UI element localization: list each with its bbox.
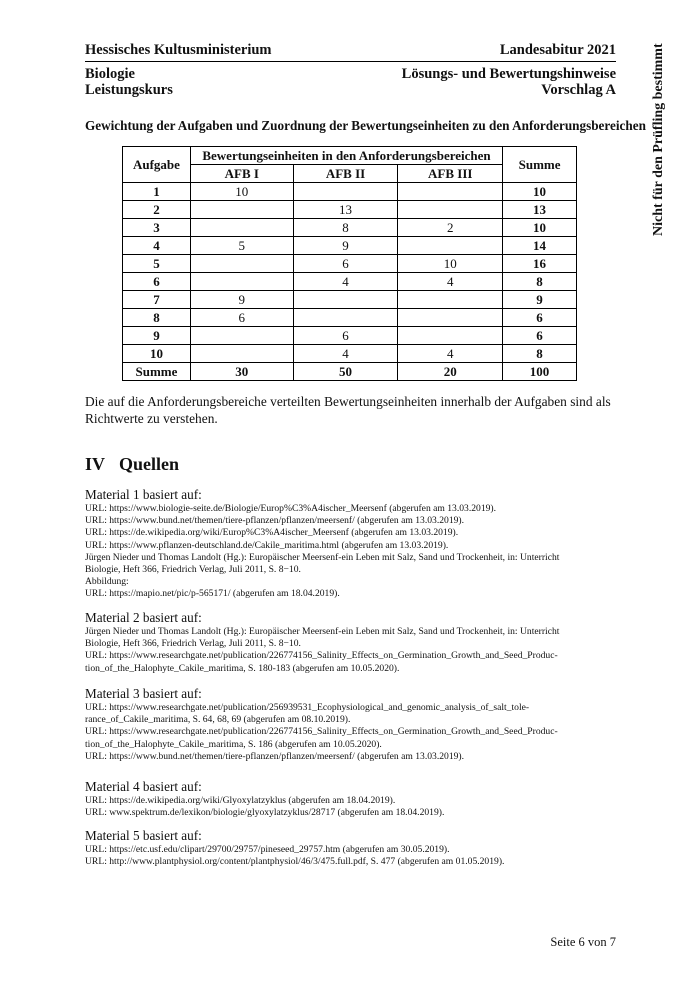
material-heading: Material 3 basiert auf: <box>85 686 202 701</box>
source-line: URL: https://mapio.net/pic/p-565171/ (abgerufen am 18.04.2019). <box>85 588 340 600</box>
cell-afb2: 6 <box>293 255 398 273</box>
material-source-block <box>85 487 616 601</box>
source-line: Biologie, Heft 366, Friedrich Verlag, Juli 2011, S. 8−10. <box>85 564 301 576</box>
cell-afb1 <box>190 327 293 345</box>
source-line: tion_of_the_Halophyte_Cakile_maritima, S. 180-183 (abgerufen am 10.05.2020). <box>85 662 400 674</box>
cell-afb3 <box>398 201 503 219</box>
cell-afb1 <box>190 219 293 237</box>
cell-afb1 <box>190 201 293 219</box>
header-rule <box>85 61 616 62</box>
source-line: URL: https://www.bund.net/themen/tiere-pflanzen/pflanzen/meersenf/ (abgerufen am 13.03.2019). <box>85 750 465 762</box>
table-row <box>123 201 577 219</box>
table-total-row <box>123 363 577 381</box>
cell-afb2: 9 <box>293 237 398 255</box>
total-afb2: 50 <box>293 363 398 381</box>
header-top-row <box>85 42 616 60</box>
cell-afb3: 4 <box>398 273 503 291</box>
cell-summe: 13 <box>503 201 577 219</box>
section-heading <box>85 454 179 475</box>
source-line: URL: https://de.wikipedia.org/wiki/Europ%C3%A4ischer_Meersenf (abgerufen am 13.03.2019). <box>85 527 459 539</box>
cell-summe: 8 <box>503 273 577 291</box>
table-row <box>123 291 577 309</box>
source-line: tion_of_the_Halophyte_Cakile_maritima, S. 186 (abgerufen am 10.05.2020). <box>85 738 382 750</box>
cell-afb3: 10 <box>398 255 503 273</box>
cell-afb2: 4 <box>293 345 398 363</box>
table-row <box>123 183 577 201</box>
source-line: URL: https://www.biologie-seite.de/Biologie/Europ%C3%A4ischer_Meersenf (abgerufen am 13.03.2019). <box>85 503 497 514</box>
cell-summe: 6 <box>503 309 577 327</box>
cell-afb1: 10 <box>190 183 293 201</box>
material-heading: Material 5 basiert auf: <box>85 828 202 843</box>
source-line: Jürgen Nieder und Thomas Landolt (Hg.): Europäischer Meersenf-ein Leben mit Salz, Sand und Trockenheit, in: Unterricht <box>85 551 560 563</box>
table-body <box>123 183 577 363</box>
cell-aufgabe: 4 <box>123 237 191 255</box>
cell-afb2: 4 <box>293 273 398 291</box>
cell-afb2 <box>293 183 398 201</box>
section-number: IV <box>85 454 106 474</box>
source-line: Biologie, Heft 366, Friedrich Verlag, Juli 2011, S. 8−10. <box>85 638 301 650</box>
cell-afb3: 2 <box>398 219 503 237</box>
total-afb3: 20 <box>398 363 503 381</box>
cell-aufgabe: 5 <box>123 255 191 273</box>
cell-summe: 10 <box>503 219 577 237</box>
page-number: Seite 6 von 7 <box>550 935 616 949</box>
total-summe: 100 <box>503 363 577 381</box>
table-row <box>123 345 577 363</box>
material-heading: Material 2 basiert auf: <box>85 610 202 625</box>
table-row <box>123 309 577 327</box>
material-source-block <box>85 610 616 675</box>
cell-aufgabe: 1 <box>123 183 191 201</box>
col-header-aufgabe: Aufgabe <box>123 147 191 183</box>
material-heading: Material 1 basiert auf: <box>85 487 202 502</box>
source-line: rance_of_Cakile_maritima, S. 64, 68, 69 (abgerufen am 08.10.2019). <box>85 714 351 726</box>
col-header-group: Bewertungseinheiten in den Anforderungsbereichen <box>190 147 502 165</box>
table-row <box>123 273 577 291</box>
cell-aufgabe: 7 <box>123 291 191 309</box>
source-line: URL: http://www.plantphysiol.org/content/plantphysiol/46/3/475.full.pdf, S. 477 (abgerufen am 01.05.2019). <box>85 856 505 868</box>
table-row <box>123 237 577 255</box>
cell-afb1 <box>190 273 293 291</box>
section-title: Quellen <box>119 454 180 474</box>
source-line: URL: https://www.bund.net/themen/tiere-pflanzen/pflanzen/meersenf/ (abgerufen am 13.03.2019). <box>85 515 465 527</box>
source-line: URL: https://www.researchgate.net/publication/226774156_Salinity_Effects_on_Germination_Growth_and_Seed_Produc- <box>85 650 558 662</box>
source-line: URL: www.spektrum.de/lexikon/biologie/glyoxylatzyklus/28717 (abgerufen am 18.04.2019). <box>85 807 445 819</box>
cell-afb2: 6 <box>293 327 398 345</box>
cell-aufgabe: 3 <box>123 219 191 237</box>
cell-afb1: 6 <box>190 309 293 327</box>
cell-aufgabe: 6 <box>123 273 191 291</box>
source-line: Abbildung: <box>85 576 129 588</box>
material-heading: Material 4 basiert auf: <box>85 779 202 794</box>
cell-summe: 9 <box>503 291 577 309</box>
weighting-note: Die auf die Anforderungsbereiche verteilten Bewertungseinheiten innerhalb der Aufgaben sind als Richtwerte zu verstehen. <box>85 394 611 426</box>
total-afb1: 30 <box>190 363 293 381</box>
document-type: Lösungs- und Bewertungshinweise <box>401 66 616 82</box>
col-header-afb2: AFB II <box>293 165 398 183</box>
cell-afb3: 4 <box>398 345 503 363</box>
col-header-afb1: AFB I <box>190 165 293 183</box>
cell-afb2 <box>293 309 398 327</box>
cell-aufgabe: 9 <box>123 327 191 345</box>
col-header-afb3: AFB III <box>398 165 503 183</box>
weighting-title: Gewichtung der Aufgaben und Zuordnung der Bewertungseinheiten zu den Anforderungsbereichen <box>85 118 646 133</box>
cell-afb1: 5 <box>190 237 293 255</box>
cell-summe: 14 <box>503 237 577 255</box>
cell-afb1 <box>190 255 293 273</box>
subject: Biologie <box>85 66 135 82</box>
cell-afb3 <box>398 237 503 255</box>
source-line: URL: https://www.researchgate.net/publication/256939531_Ecophysiological_and_genomic_analysis_of_salt_tole- <box>85 702 530 713</box>
table-row <box>123 327 577 345</box>
side-note: Nicht für den Prüfling bestimmt <box>651 43 666 237</box>
material-source-block <box>85 828 616 868</box>
source-line: URL: https://www.researchgate.net/publication/226774156_Salinity_Effects_on_Germination_Growth_and_Seed_Produc- <box>85 726 558 738</box>
total-label: Summe <box>123 363 191 381</box>
cell-afb1: 9 <box>190 291 293 309</box>
table-row <box>123 255 577 273</box>
cell-aufgabe: 10 <box>123 345 191 363</box>
cell-afb2 <box>293 291 398 309</box>
cell-afb3 <box>398 183 503 201</box>
table-row <box>123 219 577 237</box>
cell-summe: 8 <box>503 345 577 363</box>
col-header-summe: Summe <box>503 147 577 183</box>
cell-afb1 <box>190 345 293 363</box>
cell-summe: 6 <box>503 327 577 345</box>
material-source-block <box>85 686 616 763</box>
cell-afb2: 8 <box>293 219 398 237</box>
source-line: URL: https://www.pflanzen-deutschland.de/Cakile_maritima.html (abgerufen am 13.03.2019). <box>85 539 449 551</box>
material-source-block <box>85 779 616 819</box>
source-line: Jürgen Nieder und Thomas Landolt (Hg.): Europäischer Meersenf-ein Leben mit Salz, Sand und Trockenheit, in: Unterricht <box>85 626 560 637</box>
course: Leistungskurs <box>85 82 173 98</box>
cell-summe: 16 <box>503 255 577 273</box>
exam-name: Landesabitur 2021 <box>499 42 616 58</box>
cell-afb2: 13 <box>293 201 398 219</box>
cell-aufgabe: 2 <box>123 201 191 219</box>
source-line: URL: https://etc.usf.edu/clipart/29700/29757/pineseed_29757.htm (abgerufen am 30.05.2019). <box>85 844 450 855</box>
cell-summe: 10 <box>503 183 577 201</box>
header-course-row <box>85 82 616 100</box>
ministry-name: Hessisches Kultusministerium <box>85 42 272 58</box>
cell-afb3 <box>398 309 503 327</box>
proposal: Vorschlag A <box>541 82 616 98</box>
cell-afb3 <box>398 291 503 309</box>
weighting-table <box>122 146 577 381</box>
cell-afb3 <box>398 327 503 345</box>
source-line: URL: https://de.wikipedia.org/wiki/Glyoxylatzyklus (abgerufen am 18.04.2019). <box>85 795 396 806</box>
cell-aufgabe: 8 <box>123 309 191 327</box>
